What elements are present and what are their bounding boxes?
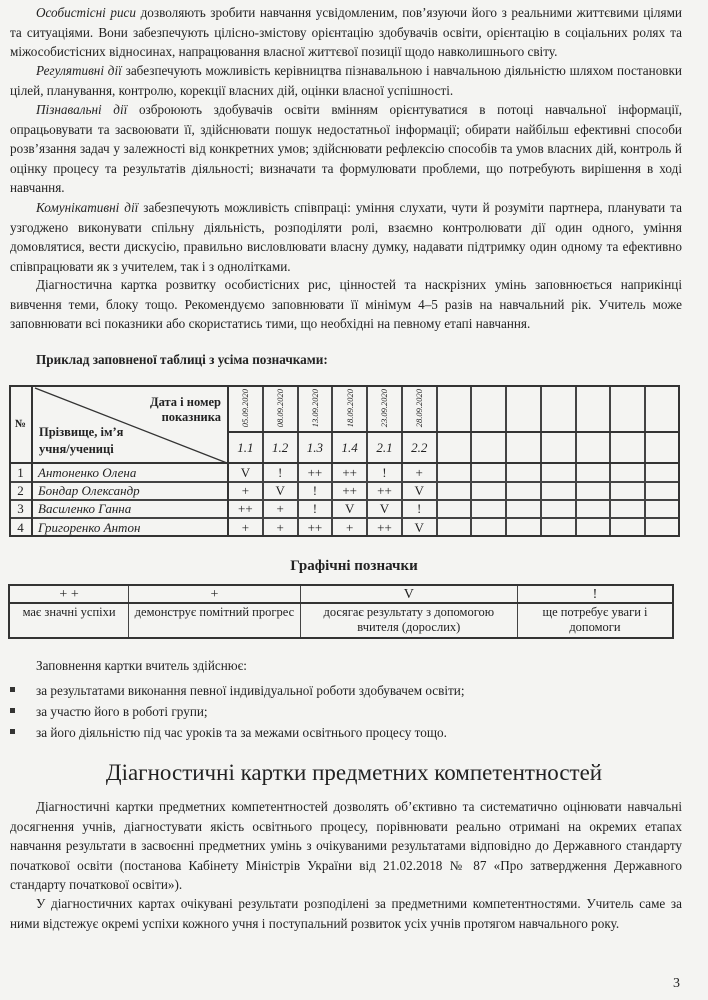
mark-cell-text: ! <box>312 483 318 498</box>
mark-cell-text: ! <box>277 464 283 480</box>
mark-cell <box>367 463 402 482</box>
row-number-text: 1 <box>17 464 24 480</box>
mark-cell-text: + <box>276 519 284 535</box>
diagonal-header <box>32 385 228 463</box>
mark-cell <box>367 482 402 500</box>
mark-cell-text: ! <box>382 464 387 480</box>
mark-cell <box>402 500 437 518</box>
legend-symbol: + + <box>9 585 129 603</box>
mark-cell <box>367 500 402 518</box>
list-item-text: за результатами виконання певної індивідуальної роботи здобувачем освіти; <box>36 683 465 698</box>
thick-divider <box>228 431 680 433</box>
mark-cell-text: V <box>414 483 424 498</box>
empty-mark-cell <box>471 500 506 518</box>
paragraph-personal-traits <box>10 3 682 62</box>
paragraph-text: дозволяють зробити навчання усвідомленим, пов’язуючи його з реальними життєвими цілями та ситуаціями. Вони забезпечують цілісно-змістову орієнтацію здобувачів освіти, орієнтацію в соціальних ролях та міжособистісних відносинах, напрацювання власної життєвої позиції щодо навколишнього світу. <box>10 5 682 59</box>
empty-mark-cell <box>610 463 645 482</box>
empty-mark-cell <box>645 482 680 500</box>
section-paragraph <box>10 894 682 933</box>
legend-symbol: V <box>300 585 517 603</box>
legend-symbols-row <box>9 585 673 603</box>
empty-mark-cell <box>437 482 472 500</box>
empty-date-cell <box>610 385 645 432</box>
row-number-text: 3 <box>17 501 24 516</box>
indicator-header-text: 2.1 <box>376 439 393 455</box>
mark-cell <box>228 482 263 500</box>
empty-indicator-cell <box>576 432 611 463</box>
date-header <box>298 385 333 432</box>
paragraph-lead: Пізнавальні дії <box>36 102 128 117</box>
row-number <box>9 482 32 500</box>
diagonal-top-label: Дата і номер показника <box>149 395 221 424</box>
paragraph-text: У діагностичних картах очікувані результати розподілені за предметними компетентностями. Учитель саме за ними відстежує окремі успіхи кожного учня і поступальний розвиток усіх учнів протягом навчального року. <box>10 896 682 931</box>
paragraph-text: забезпечують можливість співпраці: уміння слухати, чути й розуміти партнера, планувати та узгоджено виконувати спільну діяльність, розподіляти ролі, взаємно контролювати дії один одного, уміння домовлятися, вести дискусію, правильно висловлювати власну думку, надавати підтримку один одному та ефективно співпрацювати як з учителем, так і з однолітками. <box>10 200 682 274</box>
paragraph-lead: Особистісні риси <box>36 5 136 20</box>
indicator-header <box>263 432 298 463</box>
empty-date-cell <box>471 385 506 432</box>
indicator-header <box>332 432 367 463</box>
mark-cell <box>332 482 367 500</box>
section-title: Діагностичні картки предметних компетентностей <box>105 760 603 785</box>
empty-date-cell <box>576 385 611 432</box>
mark-cell <box>332 518 367 537</box>
fill-intro: Заповнення картки вчитель здійснює: <box>36 658 247 673</box>
empty-indicator-cell <box>471 432 506 463</box>
empty-mark-cell <box>541 463 576 482</box>
date-header-text: 08.09.2020 <box>275 389 286 428</box>
table-caption: Приклад заповненої таблиці з усіма позначками: <box>36 352 328 367</box>
indicator-header <box>298 432 333 463</box>
legend-symbol: + <box>129 585 301 603</box>
legend-meaning: демонструє помітний прогрес <box>129 603 301 638</box>
mark-cell-text: V <box>240 464 251 480</box>
empty-mark-cell <box>576 518 611 537</box>
empty-indicator-cell <box>506 432 541 463</box>
diagnostic-table <box>9 385 680 537</box>
mark-cell <box>298 500 333 518</box>
student-name <box>32 463 228 482</box>
paragraph-diagnostic-card <box>10 275 682 334</box>
mark-cell-text: ++ <box>377 519 392 535</box>
mark-cell <box>298 482 333 500</box>
fill-bullet-list <box>8 680 465 743</box>
indicator-header-text: 1.4 <box>341 439 358 455</box>
student-name-text: Бондар Олександр <box>38 483 140 498</box>
empty-mark-cell <box>541 482 576 500</box>
legend-table <box>8 584 674 639</box>
empty-mark-cell <box>576 463 611 482</box>
empty-date-cell <box>645 385 680 432</box>
paragraph-text: Діагностична картка розвитку особистісних рис, цінностей та наскрізних умінь заповнюється наприкінці вивчення теми, блоку тощо. Рекомендуємо заповнювати її мінімум 4–5 разів на навчальний рік. Учитель може заповнювати всі показники або скористатись тими, що необхідні на певному етапі навчання. <box>10 277 682 331</box>
empty-mark-cell <box>437 500 472 518</box>
empty-mark-cell <box>576 500 611 518</box>
row-number <box>9 463 32 482</box>
empty-mark-cell <box>645 463 680 482</box>
page-number: 3 <box>673 976 680 991</box>
empty-indicator-cell <box>437 432 472 463</box>
paragraph-regulatory-actions <box>10 61 682 100</box>
mark-cell-text: ++ <box>377 483 392 498</box>
empty-mark-cell <box>506 482 541 500</box>
date-header <box>228 385 263 432</box>
thick-divider <box>227 385 229 537</box>
mark-cell <box>298 518 333 537</box>
date-header-text: 13.09.2020 <box>309 389 320 428</box>
student-name-text: Григоренко Антон <box>38 519 141 535</box>
date-header-text: 18.09.2020 <box>344 389 355 428</box>
student-name <box>32 500 228 518</box>
paragraph-cognitive-actions <box>10 100 682 198</box>
student-name-text: Василенко Ганна <box>38 501 132 516</box>
mark-cell <box>332 500 367 518</box>
legend-meaning: має значні успіхи <box>9 603 129 638</box>
mark-cell-text: ++ <box>307 519 323 535</box>
list-item <box>8 722 465 743</box>
date-header <box>263 385 298 432</box>
empty-indicator-cell <box>541 432 576 463</box>
section-paragraph <box>10 797 682 895</box>
diagonal-bottom-label: Прізвище, ім’я учня/учениці <box>39 425 124 456</box>
mark-cell <box>332 463 367 482</box>
date-header-text: 05.09.2020 <box>240 389 251 428</box>
student-name <box>32 482 228 500</box>
legend-meaning: досягає результату з допомогою вчителя (дорослих) <box>300 603 517 638</box>
list-item <box>8 680 465 701</box>
empty-mark-cell <box>506 500 541 518</box>
list-item-text: за його діяльністю під час уроків та за межами освітнього процесу тощо. <box>36 725 447 740</box>
mark-cell <box>228 463 263 482</box>
list-item <box>8 701 465 722</box>
paragraph-text: Діагностичні картки предметних компетентностей дозволять об’єктивно та систематично оцінювати навчальні досягнення учнів, діагностувати якість освітнього процесу, порівнювати реально отримані на окремих етапах навчання результати в засвоєнні предметних умінь з очікуваними результатами відповідно до Державного стандарту початкової освіти (постанова Кабінету Міністрів України від 21.02.2018 № 87 «Про затвердження Державного стандарту початкової освіти»). <box>10 799 682 892</box>
square-bullet-icon <box>10 687 15 692</box>
number-header <box>9 385 32 463</box>
empty-indicator-cell <box>645 432 680 463</box>
mark-cell <box>402 518 437 537</box>
mark-cell <box>228 500 263 518</box>
row-number <box>9 518 32 537</box>
mark-cell <box>402 482 437 500</box>
mark-cell <box>228 518 263 537</box>
legend-symbol: ! <box>517 585 673 603</box>
indicator-header-text: 2.2 <box>411 439 428 455</box>
empty-mark-cell <box>471 463 506 482</box>
date-header-text: 23.09.2020 <box>379 389 390 428</box>
empty-mark-cell <box>506 518 541 537</box>
mark-cell-text: + <box>241 483 250 498</box>
indicator-header <box>228 432 263 463</box>
date-header-text: 28.09.2020 <box>414 389 425 428</box>
mark-cell-text: V <box>379 501 390 516</box>
list-item-text: за участю його в роботі групи; <box>36 704 208 719</box>
paragraph-text: забезпечують можливість керівництва пізнавальною і навчальною діяльністю шляхом постановки цілей, планування, контролю, корекції власних дій, оцінки власної успішності. <box>10 63 682 98</box>
paragraph-lead: Регулятивні дії <box>36 63 122 78</box>
empty-mark-cell <box>437 463 472 482</box>
indicator-header-text: 1.1 <box>237 439 254 455</box>
empty-mark-cell <box>506 463 541 482</box>
row-number-text: 2 <box>17 483 24 498</box>
paragraph-text: озброюють здобувачів освіти вмінням орієнтуватися в потоці навчальної інформації, опрацьовувати та засвоювати її, здійснювати пошук недостатньої інформації; обирати найбільш ефективні способи розв’язання задач у залежності від конкретних умов; здійснювати рефлексію способів та умов власних дій, контроль й оцінку процесу та результатів діяльності; визначати та формулювати проблеми, що потребують вирішення в ході навчання. <box>10 102 683 195</box>
empty-indicator-cell <box>610 432 645 463</box>
mark-cell-text: ++ <box>238 501 253 516</box>
number-header-text: № <box>14 418 27 430</box>
mark-cell-text: ! <box>312 501 318 516</box>
row-number <box>9 500 32 518</box>
mark-cell <box>367 518 402 537</box>
empty-date-cell <box>437 385 472 432</box>
legend-meanings-row <box>9 603 673 638</box>
mark-cell <box>263 500 298 518</box>
empty-mark-cell <box>610 518 645 537</box>
empty-date-cell <box>541 385 576 432</box>
indicator-header-text: 1.3 <box>306 439 324 455</box>
mark-cell <box>298 463 333 482</box>
empty-mark-cell <box>576 482 611 500</box>
paragraph-lead: Комунікативні дії <box>36 200 139 215</box>
square-bullet-icon <box>10 708 15 713</box>
empty-mark-cell <box>541 518 576 537</box>
student-name-text: Антоненко Олена <box>38 464 137 480</box>
mark-cell-text: ++ <box>342 483 358 498</box>
mark-cell-text: + <box>346 519 354 535</box>
student-name <box>32 518 228 537</box>
mark-cell-text: + <box>276 501 284 516</box>
legend-title: Графічні позначки <box>290 558 418 574</box>
square-bullet-icon <box>10 729 15 734</box>
mark-cell-text: ! <box>417 501 422 516</box>
empty-mark-cell <box>610 500 645 518</box>
thick-divider <box>31 385 33 537</box>
mark-cell <box>402 463 437 482</box>
paragraph-communicative-actions <box>10 198 682 276</box>
date-header <box>402 385 437 432</box>
empty-mark-cell <box>541 500 576 518</box>
mark-cell-text: V <box>275 483 285 498</box>
mark-cell <box>263 518 298 537</box>
mark-cell <box>263 482 298 500</box>
empty-mark-cell <box>471 482 506 500</box>
row-number-text: 4 <box>17 519 24 535</box>
empty-date-cell <box>506 385 541 432</box>
indicator-header <box>402 432 437 463</box>
indicator-header-text: 1.2 <box>272 439 289 455</box>
thick-divider <box>9 462 680 464</box>
empty-mark-cell <box>610 482 645 500</box>
indicator-header <box>367 432 402 463</box>
empty-mark-cell <box>471 518 506 537</box>
mark-cell-text: ++ <box>342 464 358 480</box>
empty-mark-cell <box>645 500 680 518</box>
legend-meaning: ще потребує уваги і допомоги <box>517 603 673 638</box>
empty-mark-cell <box>437 518 472 537</box>
date-header <box>367 385 402 432</box>
mark-cell-text: V <box>344 501 355 516</box>
empty-mark-cell <box>645 518 680 537</box>
mark-cell-text: V <box>414 519 424 535</box>
date-header <box>332 385 367 432</box>
mark-cell-text: ++ <box>307 464 323 480</box>
mark-cell-text: + <box>241 519 250 535</box>
mark-cell <box>263 463 298 482</box>
mark-cell-text: + <box>415 464 423 480</box>
